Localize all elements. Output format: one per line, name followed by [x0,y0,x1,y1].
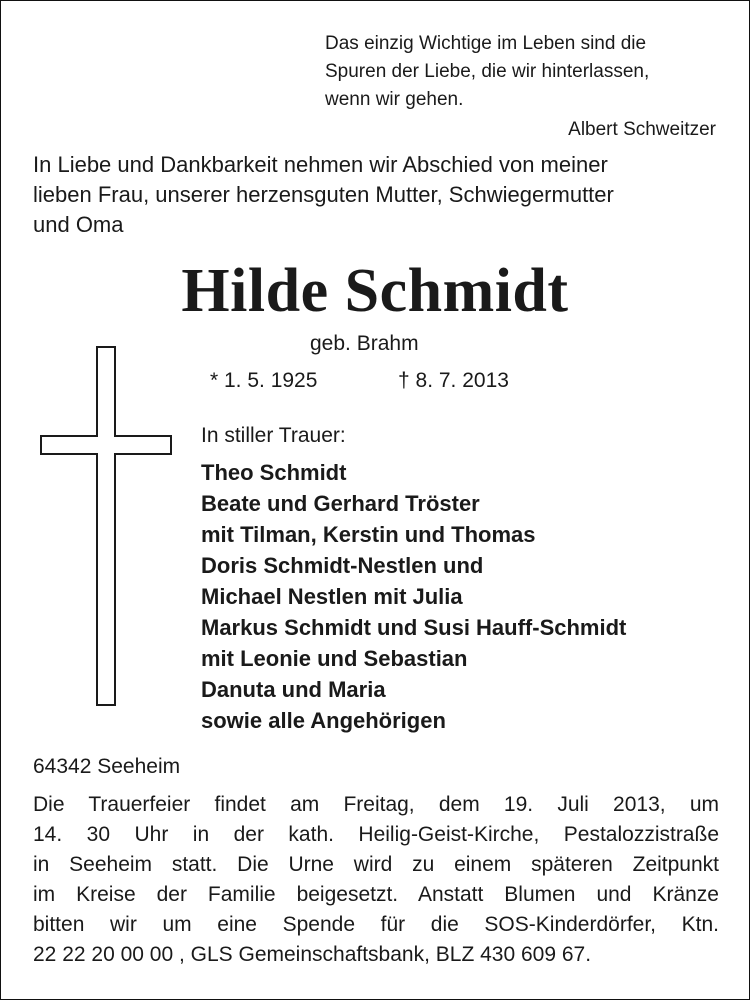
funeral-line: 14. 30 Uhr in der kath. Heilig-Geist-Kirche, Pestalozzistraße [33,823,719,846]
deceased-name: Hilde Schmidt [181,257,569,325]
maiden-name: geb. Brahm [310,332,419,355]
quote-author: Albert Schweitzer [568,119,716,140]
mourner-name: Beate und Gerhard Tröster [201,491,480,516]
mourner-name: Theo Schmidt [201,460,347,485]
funeral-info [33,790,719,970]
intro-line: In Liebe und Dankbarkeit nehmen wir Abschied von meiner [33,152,608,177]
intro-text [33,150,719,240]
cross-icon [40,346,172,706]
quote-line: Spuren der Liebe, die wir hinterlassen, [325,61,650,82]
place: 64342 Seeheim [33,755,181,778]
quote-line: wenn wir gehen. [325,89,464,110]
mourner-name: Markus Schmidt und Susi Hauff-Schmidt [201,615,627,640]
funeral-line: bitten wir um eine Spende für die SOS-Kinderdörfer, Ktn. [33,913,719,936]
mourner-name: mit Tilman, Kerstin und Thomas [201,522,536,547]
intro-line: und Oma [33,212,124,237]
mourner-name: Michael Nestlen mit Julia [201,584,463,609]
intro-line: lieben Frau, unserer herzensguten Mutter, Schwiegermutter [33,182,614,207]
birth-date: * 1. 5. 1925 [210,369,318,392]
quote-line: Das einzig Wichtige im Leben sind die [325,33,647,54]
funeral-line: Die Trauerfeier findet am Freitag, dem 19. Juli 2013, um [33,793,719,816]
mourner-name: Doris Schmidt-Nestlen und [201,553,484,578]
funeral-line: in Seeheim statt. Die Urne wird zu einem späteren Zeitpunkt [33,853,719,876]
mourners-label: In stiller Trauer: [201,424,346,447]
funeral-line: im Kreise der Familie beigesetzt. Anstatt Blumen und Kränze [33,883,719,906]
funeral-line: 22 22 20 00 00 , GLS Gemeinschaftsbank, BLZ 430 609 67. [33,943,592,966]
mourner-name: sowie alle Angehörigen [201,708,446,733]
quote-block [325,30,720,144]
mourner-name: mit Leonie und Sebastian [201,646,468,671]
mourner-name: Danuta und Maria [201,677,386,702]
mourners-list [201,457,626,736]
death-date: † 8. 7. 2013 [398,369,509,392]
